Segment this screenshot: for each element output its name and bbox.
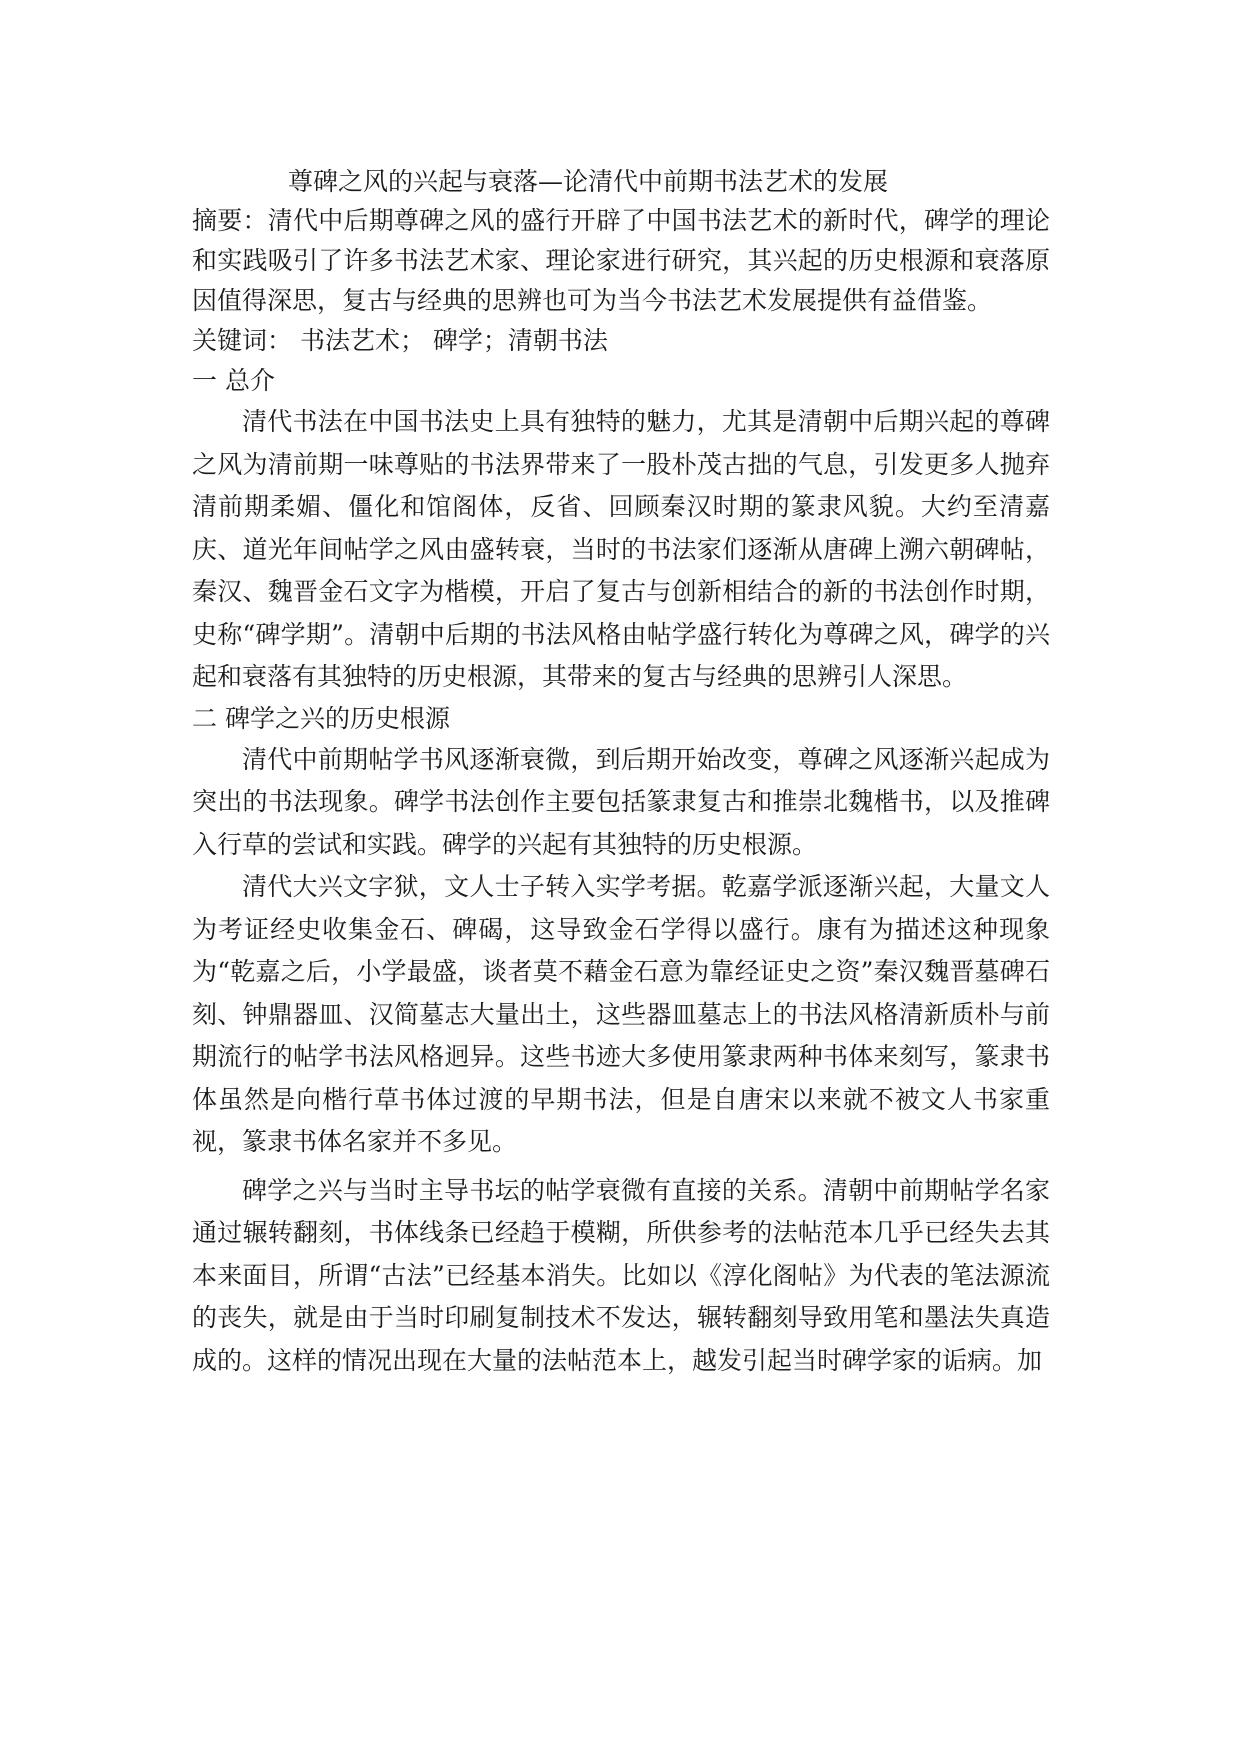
document-body (192, 162, 1050, 1382)
keywords-line: 关键词： 书法艺术； 碑学；清朝书法 (192, 326, 608, 355)
body-paragraph: 碑学之兴与当时主导书坛的帖学衰微有直接的关系。清朝中前期帖学名家通过辗转翻刻，书体线条已经趋于模糊，所供参考的法帖范本几乎已经失去其本来面目，所谓“古法”已经基本消失。比如以《淳化阁帖》为代表的笔法源流的丧失，就是由于当时印刷复制技术不发达，辗转翻刻导致用笔和墨法失真造成的。这样的情况出现在大量的法帖范本上，越发引起当时碑学家的诟病。加 (192, 1175, 1050, 1375)
section-heading-origins: 二 碑学之兴的历史根源 (192, 703, 450, 733)
abstract-text: 摘要：清代中后期尊碑之风的盛行开辟了中国书法艺术的新时代，碑学的理论和实践吸引了许多书法艺术家、理论家进行研究，其兴起的历史根源和衰落原因值得深思，复古与经典的思辨也可为当今书法艺术发展提供有益借鉴。 (192, 206, 1050, 315)
page-title: 尊碑之风的兴起与衰落—论清代中前期书法艺术的发展 (288, 167, 889, 196)
body-paragraph: 清代中前期帖学书风逐渐衰微，到后期开始改变，尊碑之风逐渐兴起成为突出的书法现象。碑学书法创作主要包括篆隶复古和推崇北魏楷书，以及推碑入行草的尝试和实践。碑学的兴起有其独特的历史根源。 (192, 744, 1050, 859)
section-heading-intro: 一 总介 (192, 366, 275, 395)
body-paragraph: 清代大兴文字狱，文人士子转入实学考据。乾嘉学派逐渐兴起，大量文人为考证经史收集金石、碑碣，这导致金石学得以盛行。康有为描述这种现象为“乾嘉之后，小学最盛，谈者莫不藉金石意为靠经证史之资”秦汉魏晋墓碑石刻、钟鼎器皿、汉简墓志大量出土，这些器皿墓志上的书法风格清新质朴与前期流行的帖学书法风格迥异。这些书迹大多使用篆隶两种书体来刻写，篆隶书体虽然是向楷行草书体过渡的早期书法，但是自唐宋以来就不被文人书家重视，篆隶书体名家并不多见。 (192, 872, 1050, 1156)
body-paragraph: 清代书法在中国书法史上具有独特的魅力，尤其是清朝中后期兴起的尊碑之风为清前期一味尊贴的书法界带来了一股朴茂古拙的气息，引发更多人抛弃清前期柔媚、僵化和馆阁体，反省、回顾秦汉时期的篆隶风貌。大约至清嘉庆、道光年间帖学之风由盛转衰，当时的书法家们逐渐从唐碑上溯六朝碑帖，秦汉、魏晋金石文字为楷模，开启了复古与创新相结合的新的书法创作时期，史称“碑学期”。清朝中后期的书法风格由帖学盛行转化为尊碑之风，碑学的兴起和衰落有其独特的历史根源，其带来的复古与经典的思辨引人深思。 (192, 407, 1050, 691)
